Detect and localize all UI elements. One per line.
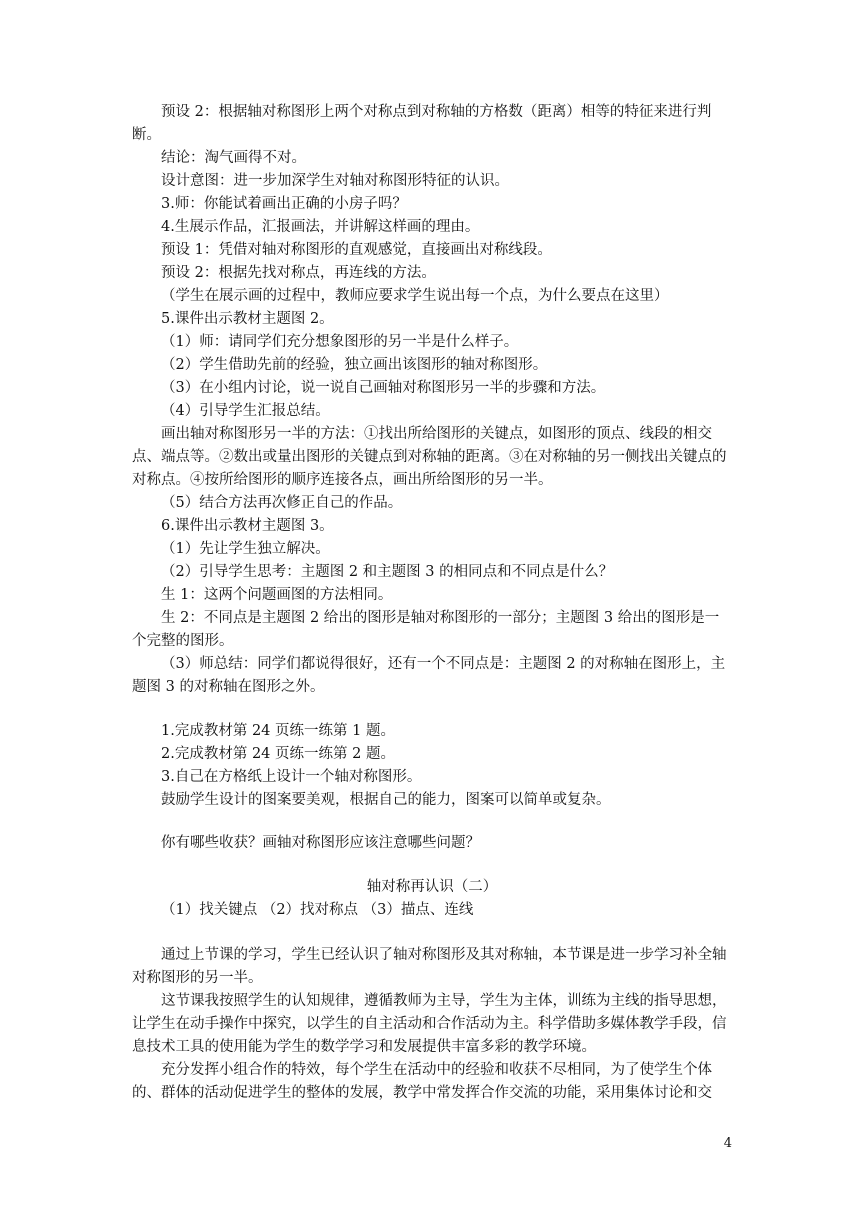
paragraph: 生 1：这两个问题画图的方法相同。 <box>161 587 393 603</box>
summary-question: 你有哪些收获？画轴对称图形应该注意哪些问题？ <box>161 835 480 851</box>
exercise-item: 3.自己在方格纸上设计一个轴对称图形。 <box>161 769 422 785</box>
paragraph: 5.课件出示教材主题图 2。 <box>161 311 334 327</box>
exercise-item: 2.完成教材第 24 页练一练第 2 题。 <box>161 746 395 762</box>
exercise-note: 鼓励学生设计的图案要美观，根据自己的能力，图案可以简单或复杂。 <box>161 792 611 808</box>
paragraph: （1）师：请同学们充分想象图形的另一半是什么样子。 <box>161 334 519 350</box>
paragraph: （2）引导学生思考：主题图 2 和主题图 3 的相同点和不同点是什么？ <box>161 564 614 580</box>
paragraph: （5）结合方法再次修正自己的作品。 <box>161 495 403 511</box>
paragraph: （4）引导学生汇报总结。 <box>161 403 330 419</box>
reflection-paragraph: 通过上节课的学习，学生已经认识了轴对称图形及其对称轴，本节课是进一步学习补全轴对称图形的另一半。 <box>132 947 727 986</box>
paragraph: 6.课件出示教材主题图 3。 <box>161 518 334 534</box>
reflection-paragraph: 充分发挥小组合作的特效，每个学生在活动中的经验和收获不尽相同，为了使学生个体的、群体的活动促进学生的整体的发展，教学中常发挥合作交流的功能，采用集体讨论和交 <box>132 1062 712 1101</box>
board-title: 轴对称再认识（二） <box>366 879 498 895</box>
paragraph: （2）学生借助先前的经验，独立画出该图形的轴对称图形。 <box>161 357 548 373</box>
paragraph: 画出轴对称图形另一半的方法：①找出所给图形的关键点，如图形的顶点、线段的相交点、端点等。②数出或量出图形的关键点到对称轴的距离。③在对称轴的另一侧找出关键点的对称点。④按所给图形的顺序连接各点，画出所给图形的另一半。 <box>132 426 727 488</box>
paragraph: （3）师总结：同学们都说得很好，还有一个不同点是：主题图 2 的对称轴在图形上，主题图 3 的对称轴在图形之外。 <box>132 656 726 695</box>
paragraph: 结论：淘气画得不对。 <box>161 150 306 166</box>
paragraph: 设计意图：进一步加深学生对轴对称图形特征的认识。 <box>161 173 509 189</box>
paragraph: 生 2：不同点是主题图 2 给出的图形是轴对称图形的一部分；主题图 3 给出的图形是一个完整的图形。 <box>132 610 720 649</box>
paragraph: 4.生展示作品，汇报画法，并讲解这样画的理由。 <box>161 219 480 235</box>
reflection-paragraph: 这节课我按照学生的认知规律，遵循教师为主导，学生为主体，训练为主线的指导思想，让学生在动手操作中探究，以学生的自主活动和合作活动为主。科学借助多媒体教学手段，信息技术工具的使用能为学生的数学学习和发展提供丰富多彩的教学环境。 <box>132 993 727 1055</box>
paragraph: 3.师：你能试着画出正确的小房子吗？ <box>161 196 407 212</box>
paragraph: （1）先让学生独立解决。 <box>161 541 330 557</box>
paragraph: 预设 2：根据轴对称图形上两个对称点到对称轴的方格数（距离）相等的特征来进行判断。 <box>132 104 712 143</box>
page-number: 4 <box>723 1136 732 1151</box>
paragraph: 预设 1：凭借对轴对称图形的直观感觉，直接画出对称线段。 <box>161 242 552 258</box>
paragraph: 预设 2：根据先找对称点，再连线的方法。 <box>161 265 436 281</box>
board-steps: （1）找关键点 （2）找对称点 （3）描点、连线 <box>161 902 474 918</box>
paragraph: （3）在小组内讨论，说一说自己画轴对称图形另一半的步骤和方法。 <box>161 380 606 396</box>
paragraph: （学生在展示画的过程中，教师应要求学生说出每一个点，为什么要点在这里） <box>161 288 669 304</box>
exercise-item: 1.完成教材第 24 页练一练第 1 题。 <box>161 723 395 739</box>
